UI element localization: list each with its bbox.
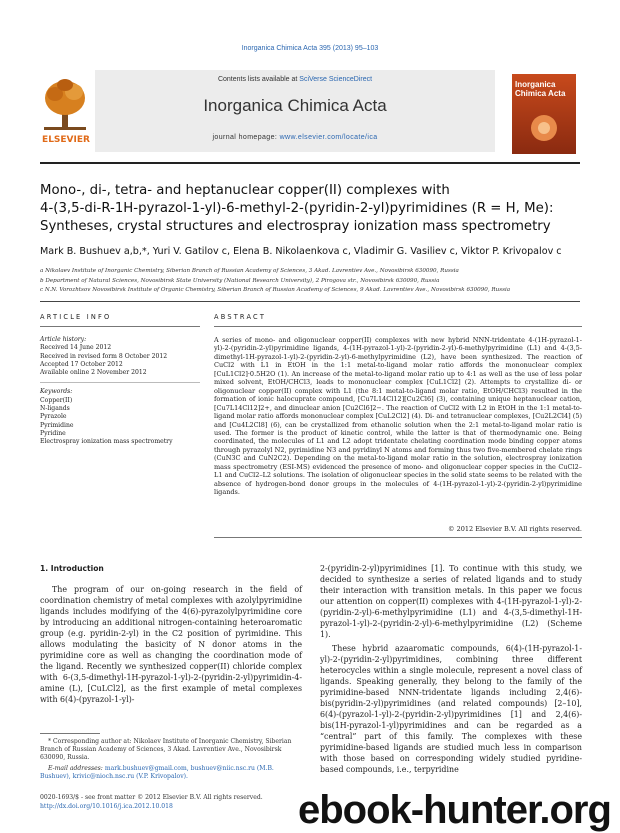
title-line-2: 4-(3,5-di-R-1H-pyrazol-1-yl)-6-methyl-2-(pyridin-2-yl)pyrimidines (R = H, Me):	[40, 201, 554, 216]
watermark-text: ebook-hunter.org	[298, 788, 611, 832]
abstract-text: A series of mono- and oligonuclear copper(II) complexes with new hybrid NNN-tridentate 4-(1H-pyrazol-1-yl)-2-(pyridin-2-yl)pyrimidine ligands, 4-(1H-pyrazol-1-yl)-2-(pyridin-2-yl)-6-methylpyrimidine (L1) and 4-(3,5-dimethyl-1H-pyrazol-1-yl)-2-(pyridin-2-yl)-6-methylpyrimidine (L2), have been synthesized. The reaction of CuCl2 with L1 in EtOH in the 1:1 metal-to-ligand molar ratio affords the mononuclear complex [CuL1Cl2]·0.5H2O (1). An increase of the metal-to-ligand molar ratio up to 4:1 as well as the use of less polar mixed solvent, EtOH/CHCl3, leads to mononuclear complex [CuL1Cl2] (2). Attempts to crystallize di- or oligonuclear copper(II) complex with L1 (the 8:1 metal-to-ligand molar ratio, EtOH/CHCl3) resulted in the formation of ionic halocuprate compound, [Cu7L14Cl12][Cu2Cl6] (3), containing unique heptanuclear cation, [Cu7L14Cl12]2+, and dinuclear anion [Cu2Cl6]2−. The reaction of CuCl2 with L2 in EtOH in the 1:1 metal-to-ligand molar ratio affords mononuclear complex [CuL2Cl2] (4). Di- and tetranuclear complexes, [Cu2L2Cl4] (5) and [Cu4L2Cl8] (6), can be crystallized from ethanolic solution when the 2:1 metal-to-ligand molar ratio is used. The former is the product of kinetic control, while the latter is that of thermodynamic one. Being coordinated, the molecules of L1 and L2 adopt tridentate chelating coordination mode binding copper atoms through pyrazolyl N2, pyrimidine N3 and pyridinyl N atoms and forming thus two five-membered chelate rings (CuN3C and CuN2C2). Depending on the metal-to-ligand molar ratio in the solution, electrospray ionization mass spectrometry (ESI-MS) evidenced the presence of mono- and oligonuclear copper species in the CuCl2–L1 and CuCl2–L2 solutions. The isolation of oligonuclear species in the solid state seems to be related with the absence of hydrogen-bond donor groups in the molecules of 4-(1H-pyrazol-1-yl)-2-(pyridin-2-yl)pyrimidine ligands.	[214, 336, 582, 497]
history-online: Available online 2 November 2012	[40, 369, 147, 377]
history-label: Article history:	[40, 336, 87, 343]
journal-homepage: journal homepage: www.elsevier.com/locate/ica	[212, 134, 378, 141]
history-received: Received 14 June 2012	[40, 344, 112, 352]
article-info	[40, 336, 200, 447]
journal-header	[95, 70, 495, 152]
abstract-bottom-rule	[214, 537, 582, 538]
title-line-3: Syntheses, crystal structures and electrospray ionization mass spectrometry	[40, 219, 551, 234]
sciencedirect-link[interactable]: SciVerse ScienceDirect	[299, 76, 373, 83]
issn-block	[40, 793, 302, 811]
author-list: Mark B. Bushuev a,b,*, Yuri V. Gatilov c, Elena B. Nikolaenkova c, Vladimir G. Vasiliev c, Viktor P. Krivopalov c	[40, 246, 562, 257]
affiliations	[40, 267, 585, 296]
keyword: Copper(II)	[40, 396, 73, 404]
keyword: Pyrimidine	[40, 421, 74, 429]
keyword: Electrospray ionization mass spectrometry	[40, 438, 173, 446]
journal-title: Inorganica Chimica Acta	[203, 96, 387, 115]
issn-line: 0020-1693/$ - see front matter © 2012 Elsevier B.V. All rights reserved.	[40, 794, 263, 801]
affiliation-c: c N.N. Vorozhtsov Novosibirsk Institute of Organic Chemistry, Siberian Branch of Russian Academy of Sciences, 9 Akad. Lavrentiev Ave., Novosibirsk 630090, Russia	[40, 287, 511, 293]
keyword: Pyrazole	[40, 413, 67, 421]
email-label: E-mail addresses:	[48, 765, 103, 772]
journal-cover-image	[512, 74, 576, 154]
info-rule	[40, 326, 200, 327]
intro-paragraph-2: These hybrid azaaromatic compounds, 6(4)-(1H-pyrazol-1-yl)-2-(pyridin-2-yl)pyrimidines, combining three different heterocycles within a single molecule, represent a novel class of ligands. Speaking generally, they belong to the family of the pyrimidine-based NNN-tridentate ligands including 2,4(6)-bis(pyridin-2-yl)pyrimidines (and related compounds) [2–10], 6(4)-(pyrazol-1-yl)-2-(pyridin-2-yl)pyrimidines [1] and 2,4(6)-bis(1H-pyrazol-1-yl)pyrimidines and can be regarded as a “central” part of this family. The complexes with these pyrimidine-based ligands are studied much less in comparison with those based on corresponding widely studied pyridine-based compounds, i.e., terpyridine	[320, 644, 582, 774]
intro-paragraph-1-continued: 2-(pyridin-2-yl)pyrimidines [1]. To continue with this study, we decided to synthesize a series of related ligands and to study their interaction with transition metals. In this paper we focus our attention on copper(II) complexes with 4-(1H-pyrazol-1-yl)-2-(pyridin-2-yl)-6-methylpyrimidine (L1) and 4-(3,5-dimethyl-1H-pyrazol-1-yl)-2-(pyridin-2-yl)-6-methylpyrimidine (L2) (Scheme 1).	[320, 564, 582, 639]
history-revised: Received in revised form 8 October 2012	[40, 352, 168, 360]
keyword: Pyridine	[40, 429, 66, 437]
abstract-rule	[214, 326, 582, 327]
abstract-copyright: © 2012 Elsevier B.V. All rights reserved.	[448, 525, 582, 533]
footnote-rule	[40, 733, 100, 734]
intro-paragraph-1: The program of our on-going research in the field of coordination chemistry of metal complexes with azolylpyrimidine ligands includes modifying of the 4(6)-pyrazolylpyrimidine core by introducing an additional nitrogen-containing heteroaromatic group (e.g. pyridin-2-yl) in the C2 position of pyrimidine. This allows modulating the basicity of N donor atoms in the pyrimidine core as well as changing the coordination mode of the ligand. Recently we synthesized copper(II) chloride complex with 6-(3,5-dimethyl-1H-pyrazol-1-yl)-2-(pyridin-2-yl)pyrimidin-4-amine (L), [CuLCl2], as the first example of metal complexes with 6(4)-(pyrazol-1-yl)-	[40, 585, 302, 704]
keywords-divider	[40, 382, 200, 383]
affiliation-a: a Nikolaev Institute of Inorganic Chemistry, Siberian Branch of Russian Academy of Sciences, 3 Akad. Lavrentiev Ave., Novosibirsk 630090, Russia	[40, 268, 459, 274]
article-info-heading: ARTICLE INFO	[40, 313, 112, 321]
header-rule	[40, 162, 580, 164]
journal-citation: Inorganica Chimica Acta 395 (2013) 95–103	[241, 45, 379, 52]
doi-link[interactable]: http://dx.doi.org/10.1016/j.ica.2012.10.018	[40, 803, 173, 810]
keywords-label: Keywords:	[40, 388, 73, 396]
elsevier-tree-logo	[40, 72, 90, 142]
abstract-heading: ABSTRACT	[214, 313, 267, 321]
history-accepted: Accepted 17 October 2012	[40, 360, 123, 368]
affiliation-rule	[40, 301, 580, 302]
homepage-link[interactable]: www.elsevier.com/locate/ica	[279, 134, 378, 141]
email-links[interactable]: mark.bushuev@gmail.com, bushuev@niic.nsc.ru (M.B. Bushuev), krivic@nioch.nsc.ru (V.P. Krivopalov).	[40, 765, 274, 780]
title-line-1: Mono-, di-, tetra- and heptanuclear copper(II) complexes with	[40, 183, 450, 198]
corresponding-author-note: * Corresponding author at: Nikolaev Institute of Inorganic Chemistry, Siberian Branch of Russian Academy of Sciences, 3 Akad. Lavrentiev Ave., Novosibirsk 630090, Russia.	[40, 738, 292, 761]
body-left-column	[40, 563, 302, 708]
keyword: N-ligands	[40, 405, 70, 413]
footnotes	[40, 738, 302, 784]
article-title	[40, 182, 585, 236]
publisher-name: ELSEVIER	[42, 135, 90, 145]
contents-availability: Contents lists available at SciVerse ScienceDirect	[217, 76, 373, 83]
introduction-heading: 1. Introduction	[40, 564, 104, 573]
email-note	[40, 765, 302, 781]
body-right-column	[320, 563, 582, 778]
cover-title: Inorganica Chimica Acta	[515, 80, 566, 98]
affiliation-b: b Department of Natural Sciences, Novosibirsk State University (National Research University), 2 Pirogova str., Novosibirsk 630090, Russia	[40, 277, 440, 284]
